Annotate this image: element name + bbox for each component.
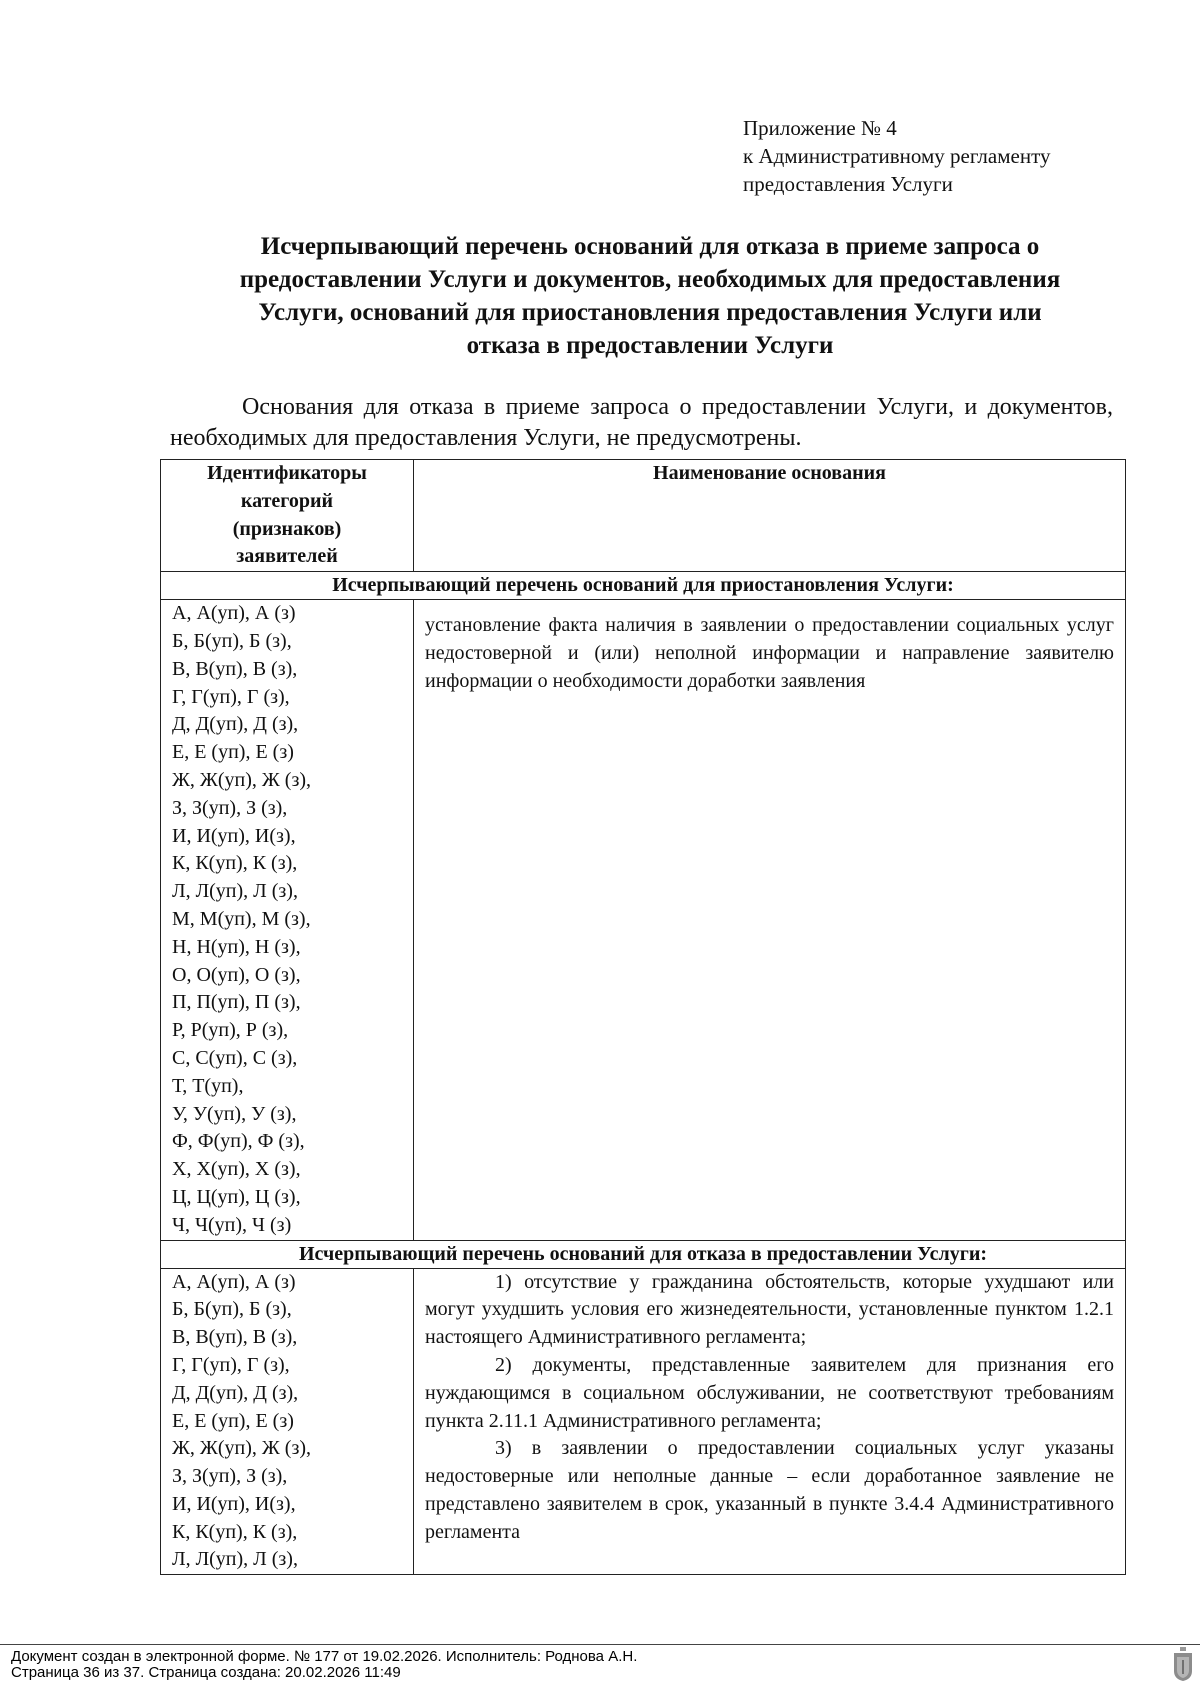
- refusal-reason-item: 3) в заявлении о предоставлении социальных услуг указаны недостоверные или неполные данные – если доработанное заявление не представлено заявителем в срок, указанный в пункте 3.4.4 Административного регламента: [425, 1437, 1114, 1543]
- applicant-id-line: М, М(уп), М (з),: [172, 907, 311, 930]
- applicant-id-line: К, К(уп), К (з),: [172, 1520, 298, 1543]
- header-line: Идентификаторы: [207, 462, 367, 484]
- refusal-reasons: [414, 1268, 1126, 1575]
- applicant-id-line: Х, Х(уп), Х (з),: [172, 1158, 301, 1181]
- applicant-id-line: Л, Л(уп), Л (з),: [172, 880, 298, 903]
- applicant-id-line: Б, Б(уп), Б (з),: [172, 1298, 292, 1321]
- title-line: отказа в предоставлении Услуги: [466, 332, 834, 359]
- title-line: Исчерпывающий перечень оснований для отказа в приеме запроса о: [260, 233, 1040, 260]
- footer-creation-info: Документ создан в электронной форме. № 177 от 19.02.2026. Исполнитель: Роднова А.Н.: [11, 1648, 638, 1665]
- suspension-applicant-ids: [161, 600, 414, 1240]
- applicant-id-line: З, З(уп), З (з),: [172, 796, 288, 819]
- header-reason-name: Наименование основания: [414, 460, 1126, 572]
- appendix-line: Приложение № 4: [743, 116, 897, 140]
- applicant-id-line: Н, Н(уп), Н (з),: [172, 935, 301, 958]
- applicant-id-line: В, В(уп), В (з),: [172, 657, 298, 680]
- applicant-id-line: Т, Т(уп),: [172, 1074, 244, 1097]
- applicant-id-line: Ф, Ф(уп), Ф (з),: [172, 1130, 305, 1153]
- document-title: [160, 230, 1140, 362]
- applicant-id-line: Е, Е (уп), Е (з): [172, 1409, 294, 1432]
- appendix-line: к Административному регламенту: [743, 144, 1051, 168]
- refusal-heading: Исчерпывающий перечень оснований для отказа в предоставлении Услуги:: [161, 1240, 1126, 1268]
- header-applicant-ids: [161, 460, 414, 572]
- applicant-id-line: Е, Е (уп), Е (з): [172, 741, 294, 764]
- applicant-id-line: Л, Л(уп), Л (з),: [172, 1548, 298, 1571]
- intro-paragraph: Основания для отказа в приеме запроса о предоставлении Услуги, и документов, необходимых для предоставления Услуги, не предусмотрены.: [170, 394, 1113, 451]
- suspension-reason: установление факта наличия в заявлении о предоставлении социальных услуг недостоверной и (или) неполной информации и направление заявителю информации о необходимости доработки заявления: [414, 600, 1126, 1240]
- applicant-id-line: О, О(уп), О (з),: [172, 963, 301, 986]
- applicant-id-line: А, А(уп), А (з): [172, 602, 296, 625]
- applicant-id-line: З, З(уп), З (з),: [172, 1465, 288, 1488]
- applicant-id-line: В, В(уп), В (з),: [172, 1326, 298, 1349]
- applicant-id-line: К, К(уп), К (з),: [172, 852, 298, 875]
- coat-of-arms-icon: [1172, 1647, 1194, 1681]
- footer-divider: [0, 1644, 1200, 1645]
- header-line: заявителей: [236, 545, 338, 568]
- applicant-id-line: У, У(уп), У (з),: [172, 1102, 297, 1125]
- applicant-id-line: Р, Р(уп), Р (з),: [172, 1019, 289, 1042]
- applicant-id-line: И, И(уп), И(з),: [172, 824, 296, 847]
- appendix-note: [743, 114, 1050, 198]
- header-line: (признаков): [232, 517, 342, 540]
- header-line: категорий: [240, 489, 334, 512]
- document-footer: [11, 1649, 637, 1681]
- applicant-id-line: Д, Д(уп), Д (з),: [172, 713, 299, 736]
- applicant-id-line: Г, Г(уп), Г (з),: [172, 1353, 290, 1376]
- suspension-heading: Исчерпывающий перечень оснований для приостановления Услуги:: [161, 572, 1126, 600]
- table-header-row: [161, 460, 1126, 572]
- footer-page-info: Страница 36 из 37. Страница создана: 20.02.2026 11:49: [11, 1664, 401, 1681]
- refusal-reason-item: 2) документы, представленные заявителем для признания его нуждающимся в социальном обслуживании, не соответствуют требованиям пункта 2.11.1 Административного регламента;: [425, 1353, 1114, 1432]
- applicant-id-line: Г, Г(уп), Г (з),: [172, 685, 290, 708]
- applicant-id-line: Ч, Ч(уп), Ч (з): [172, 1213, 292, 1236]
- table-row: [161, 600, 1126, 1240]
- refusal-reason-item: 1) отсутствие у гражданина обстоятельств, которые ухудшают или могут ухудшить условия его жизнедеятельности, установленные пунктом 1.2.1 настоящего Административного регламента;: [425, 1270, 1114, 1349]
- grounds-table: [160, 459, 1126, 1575]
- section-heading-row: [161, 572, 1126, 600]
- applicant-id-line: Ж, Ж(уп), Ж (з),: [172, 1437, 312, 1460]
- table-row: [161, 1268, 1126, 1575]
- title-line: предоставлении Услуги и документов, необходимых для предоставления: [239, 266, 1061, 293]
- applicant-id-line: Б, Б(уп), Б (з),: [172, 629, 292, 652]
- applicant-id-line: П, П(уп), П (з),: [172, 991, 301, 1014]
- applicant-id-line: Ц, Ц(уп), Ц (з),: [172, 1185, 301, 1208]
- section-heading-row: [161, 1240, 1126, 1268]
- applicant-id-line: А, А(уп), А (з): [172, 1270, 296, 1293]
- appendix-line: предоставления Услуги: [743, 172, 953, 196]
- applicant-id-line: Ж, Ж(уп), Ж (з),: [172, 768, 312, 791]
- applicant-id-line: С, С(уп), С (з),: [172, 1046, 298, 1069]
- title-line: Услуги, оснований для приостановления предоставления Услуги или: [258, 299, 1042, 326]
- refusal-applicant-ids: [161, 1268, 414, 1575]
- applicant-id-line: И, И(уп), И(з),: [172, 1492, 296, 1515]
- applicant-id-line: Д, Д(уп), Д (з),: [172, 1381, 299, 1404]
